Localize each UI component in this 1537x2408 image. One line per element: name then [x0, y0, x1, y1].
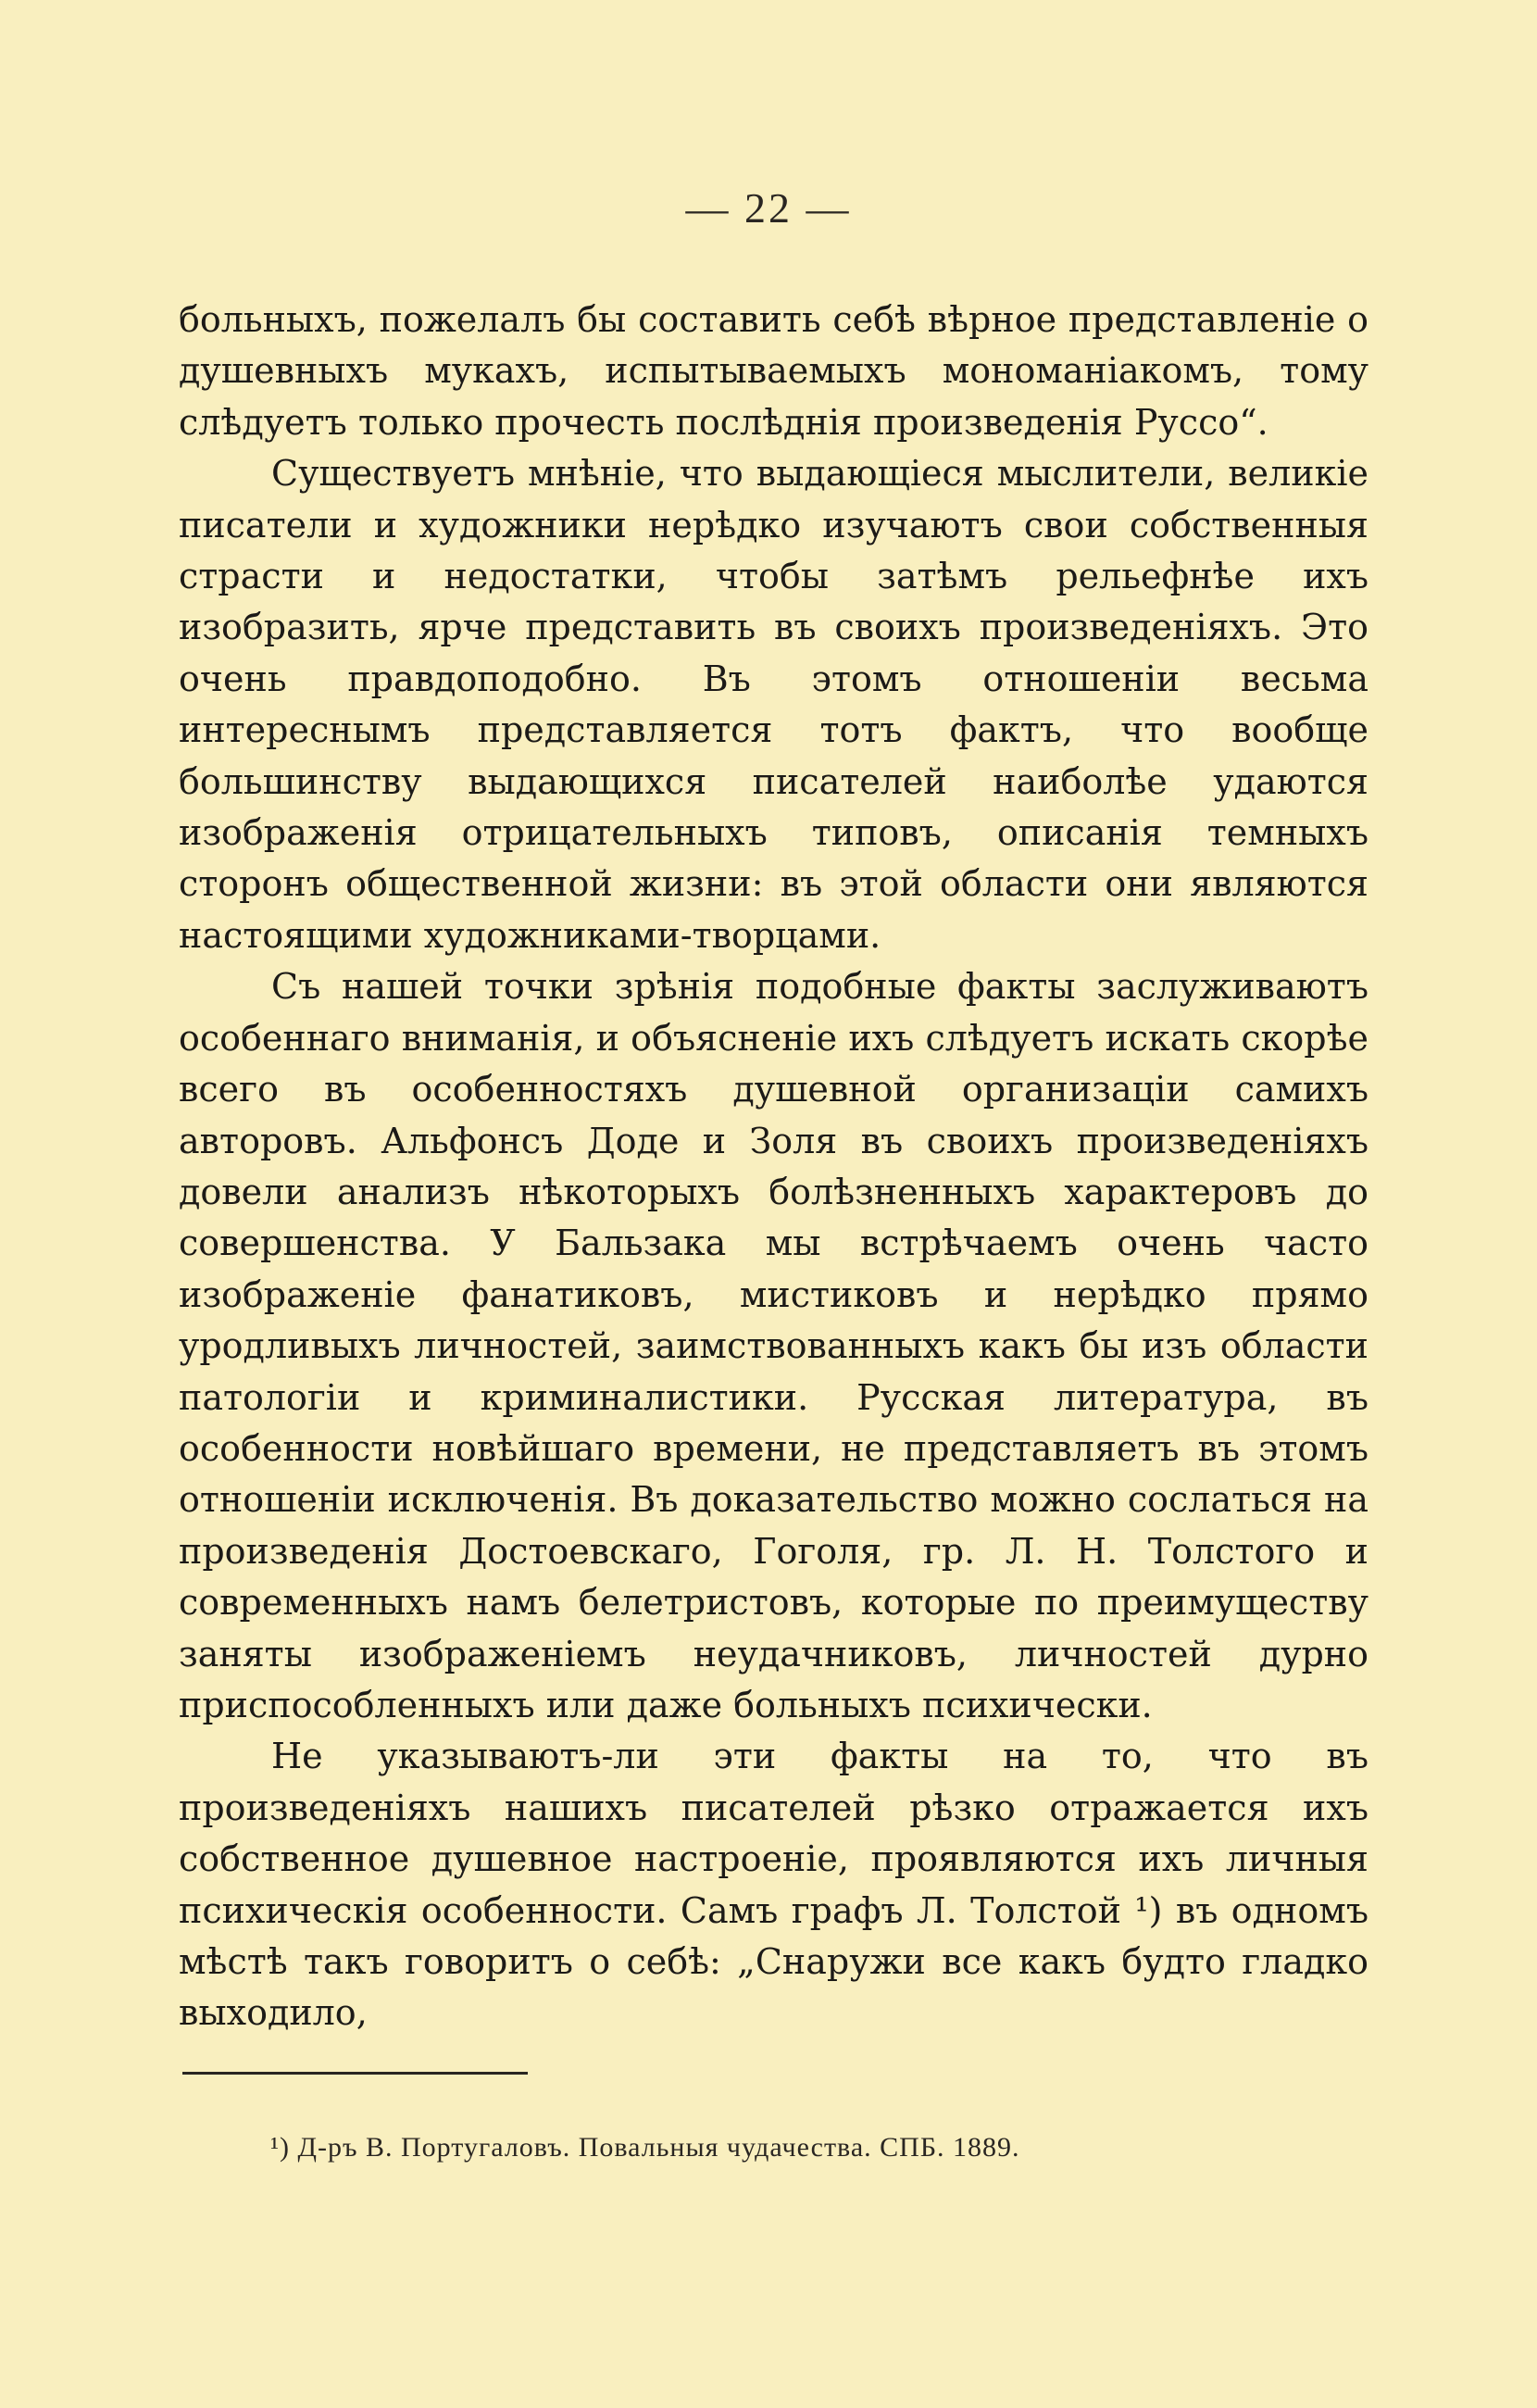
paragraph-thinkers: Существуетъ мнѣніе, что выдающіеся мыслители, великіе писатели и художники нерѣдко изучаютъ свои собственныя страсти и недостатки, чтобы затѣмъ рельефнѣе ихъ изобразить, ярче представить въ своихъ произведеніяхъ. Это очень правдоподобно. Въ этомъ отношеніи весьма интереснымъ представляется тотъ фактъ, что вообще большинству выдающихся писателей наиболѣе удаются изображенія отрицательныхъ типовъ, описанія темныхъ сторонъ общественной жизни: въ этой области они являются настоящими художниками-творцами.	[179, 453, 1368, 956]
footnote-rule	[182, 2072, 528, 2075]
paragraph-tolstoy: Не указываютъ-ли эти факты на то, что въ произведеніяхъ нашихъ писателей рѣзко отражается ихъ собственное душевное настроеніе, проявляются ихъ личныя психическія особенности. Самъ графъ Л. Толстой ¹) въ одномъ мѣстѣ такъ говоритъ о себѣ: „Снаружи все какъ будто гладко выходило,	[179, 1736, 1368, 2034]
paragraph-literature: Съ нашей точки зрѣнія подобные факты заслуживаютъ особеннаго вниманія, и объясненіе ихъ слѣдуетъ искать скорѣе всего въ особенностяхъ душевной организаціи самихъ авторовъ. Альфонсъ Доде и Золя въ своихъ произведеніяхъ довели анализъ нѣкоторыхъ болѣзненныхъ характеровъ до совершенства. У Бальзака мы встрѣчаемъ очень часто изображеніе фанатиковъ, мистиковъ и нерѣдко прямо уродливыхъ личностей, заимствованныхъ какъ бы изъ области патологіи и криминалистики. Русская литература, въ особенности новѣйшаго времени, не представляетъ въ этомъ отношеніи исключенія. Въ доказательство можно сослаться на произведенія Достоевскаго, Гоголя, гр. Л. Н. Толстого и современныхъ намъ белетристовъ, которые по преимуществу заняты изображеніемъ неудачниковъ, личностей дурно приспособленныхъ или даже больныхъ психически.	[179, 966, 1368, 1725]
paragraph-continuation: больныхъ, пожелалъ бы составить себѣ вѣрное представленіе о душевныхъ мукахъ, испытываемыхъ мономаніакомъ, тому слѣдуетъ только прочесть послѣднія произведенія Руссо“.	[179, 299, 1368, 443]
footnote: ¹) Д-ръ В. Португаловъ. Повальныя чудачества. СПБ. 1889.	[270, 2132, 1020, 2163]
body-text	[179, 295, 1368, 2039]
page-number: — 22 —	[685, 184, 852, 232]
